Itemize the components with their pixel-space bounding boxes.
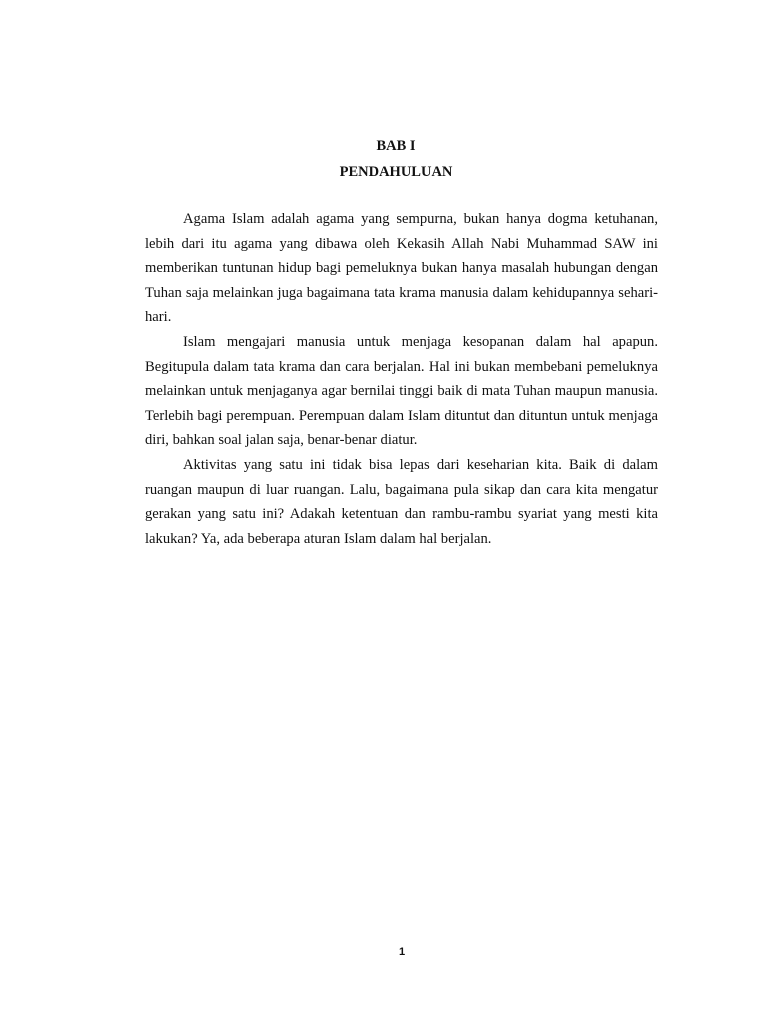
page-number: 1: [398, 946, 406, 958]
chapter-title: PENDAHULUAN: [339, 164, 453, 180]
paragraph-2: Islam mengajari manusia untuk menjaga kesopanan dalam hal apapun. Begitupula dalam tata krama dan cara berjalan. Hal ini bukan membebani pemeluknya melainkan untuk menjaganya agar bernilai tinggi baik di mata Tuhan maupun manusia. Terlebih bagi perempuan. Perempuan dalam Islam dituntut dan dituntun untuk menjaga diri, bahkan soal jalan saja, benar-benar diatur.: [145, 333, 658, 449]
body-text: [145, 207, 658, 551]
paragraph-3: Aktivitas yang satu ini tidak bisa lepas dari keseharian kita. Baik di dalam ruangan maupun di luar ruangan. Lalu, bagaimana pula sikap dan cara kita mengatur gerakan yang satu ini? Adakah ketentuan dan rambu-rambu syariat yang mesti kita lakukan? Ya, ada beberapa aturan Islam dalam hal berjalan.: [145, 456, 658, 547]
paragraph-1: Agama Islam adalah agama yang sempurna, bukan hanya dogma ketuhanan, lebih dari itu agama yang dibawa oleh Kekasih Allah Nabi Muhammad SAW ini memberikan tuntunan hidup bagi pemeluknya bukan hanya masalah hubungan dengan Tuhan saja melainkan juga bagaimana tata krama manusia dalam kehidupannya sehari-hari.: [145, 211, 658, 326]
chapter-heading: BAB I: [376, 138, 416, 154]
